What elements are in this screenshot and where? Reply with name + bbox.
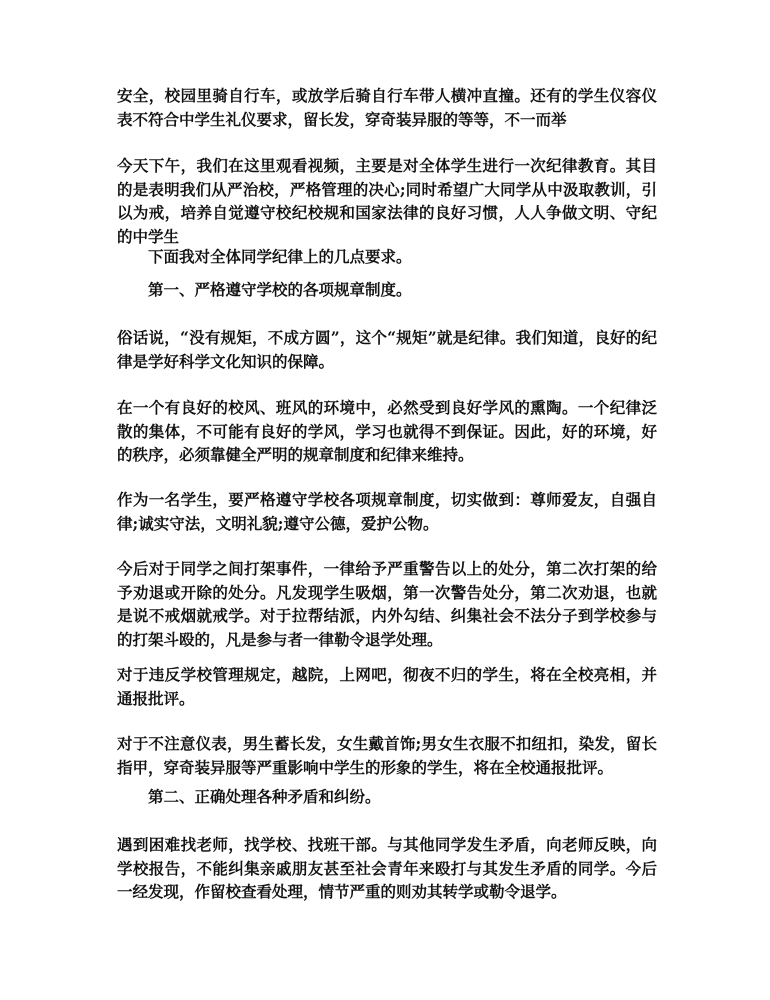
paragraph-purpose: 今天下午，我们在这里观看视频，主要是对全体学生进行一次纪律教育。其目的是表明我们从严治校，严格管理的决心;同时希望广大同学从中汲取教训，引以为戒，培养自觉遵守校纪校规和国家法律的良好习惯，人人争做文明、守纪的中学生 [117,156,657,246]
paragraph-rules-saying: 俗话说，“没有规矩，不成方圆”，这个“规矩”就是纪律。我们知道，良好的纪律是学好科学文化知识的保障。 [117,328,657,371]
paragraph-requirements-intro: 下面我对全体同学纪律上的几点要求。 [148,247,412,266]
section-heading-first: 第一、严格遵守学校的各项规章制度。 [148,280,412,299]
paragraph-internet-cafe: 对于违反学校管理规定，越院，上网吧，彻夜不归的学生，将在全校亮相，并通报批评。 [117,665,657,708]
paragraph-safety-issues: 安全，校园里骑自行车，或放学后骑自行车带人横冲直撞。还有的学生仪容仪表不符合中学生礼仪要求，留长发，穿奇装异服的等等，不一而举 [117,86,657,129]
paragraph-appearance: 对于不注意仪表，男生蓄长发，女生戴首饰;男女生衣服不扣纽扣，染发，留长指甲，穿奇装异服等严重影响中学生的形象的学生，将在全校通报批评。 [117,734,657,777]
paragraph-student-duties: 作为一名学生，要严格遵守学校各项规章制度，切实做到：尊师爱友，自强自律;诚实守法，文明礼貌;遵守公德，爱护公物。 [117,490,657,533]
paragraph-punishments: 今后对于同学之间打架事件，一律给予严重警告以上的处分，第二次打架的给予劝退或开除的处分。凡发现学生吸烟，第一次警告处分，第二次劝退，也就是说不戒烟就戒学。对于拉帮结派，内外勾结、纠集社会不法分子到学校参与的打架斗殴的，凡是参与者一律勒令退学处理。 [117,559,657,649]
section-heading-second: 第二、正确处理各种矛盾和纠纷。 [148,787,381,806]
paragraph-environment: 在一个有良好的校风、班风的环境中，必然受到良好学风的熏陶。一个纪律泛散的集体，不可能有良好的学风，学习也就得不到保证。因此，好的环境，好的秩序，必须靠健全严明的规章制度和纪律来维持。 [117,398,657,464]
paragraph-conflicts: 遇到困难找老师，找学校、找班干部。与其他同学发生矛盾，向老师反映，向学校报告，不能纠集亲戚朋友甚至社会青年来殴打与其发生矛盾的同学。今后一经发现，作留校查看处理，情节严重的则劝其转学或勒令退学。 [117,835,657,901]
